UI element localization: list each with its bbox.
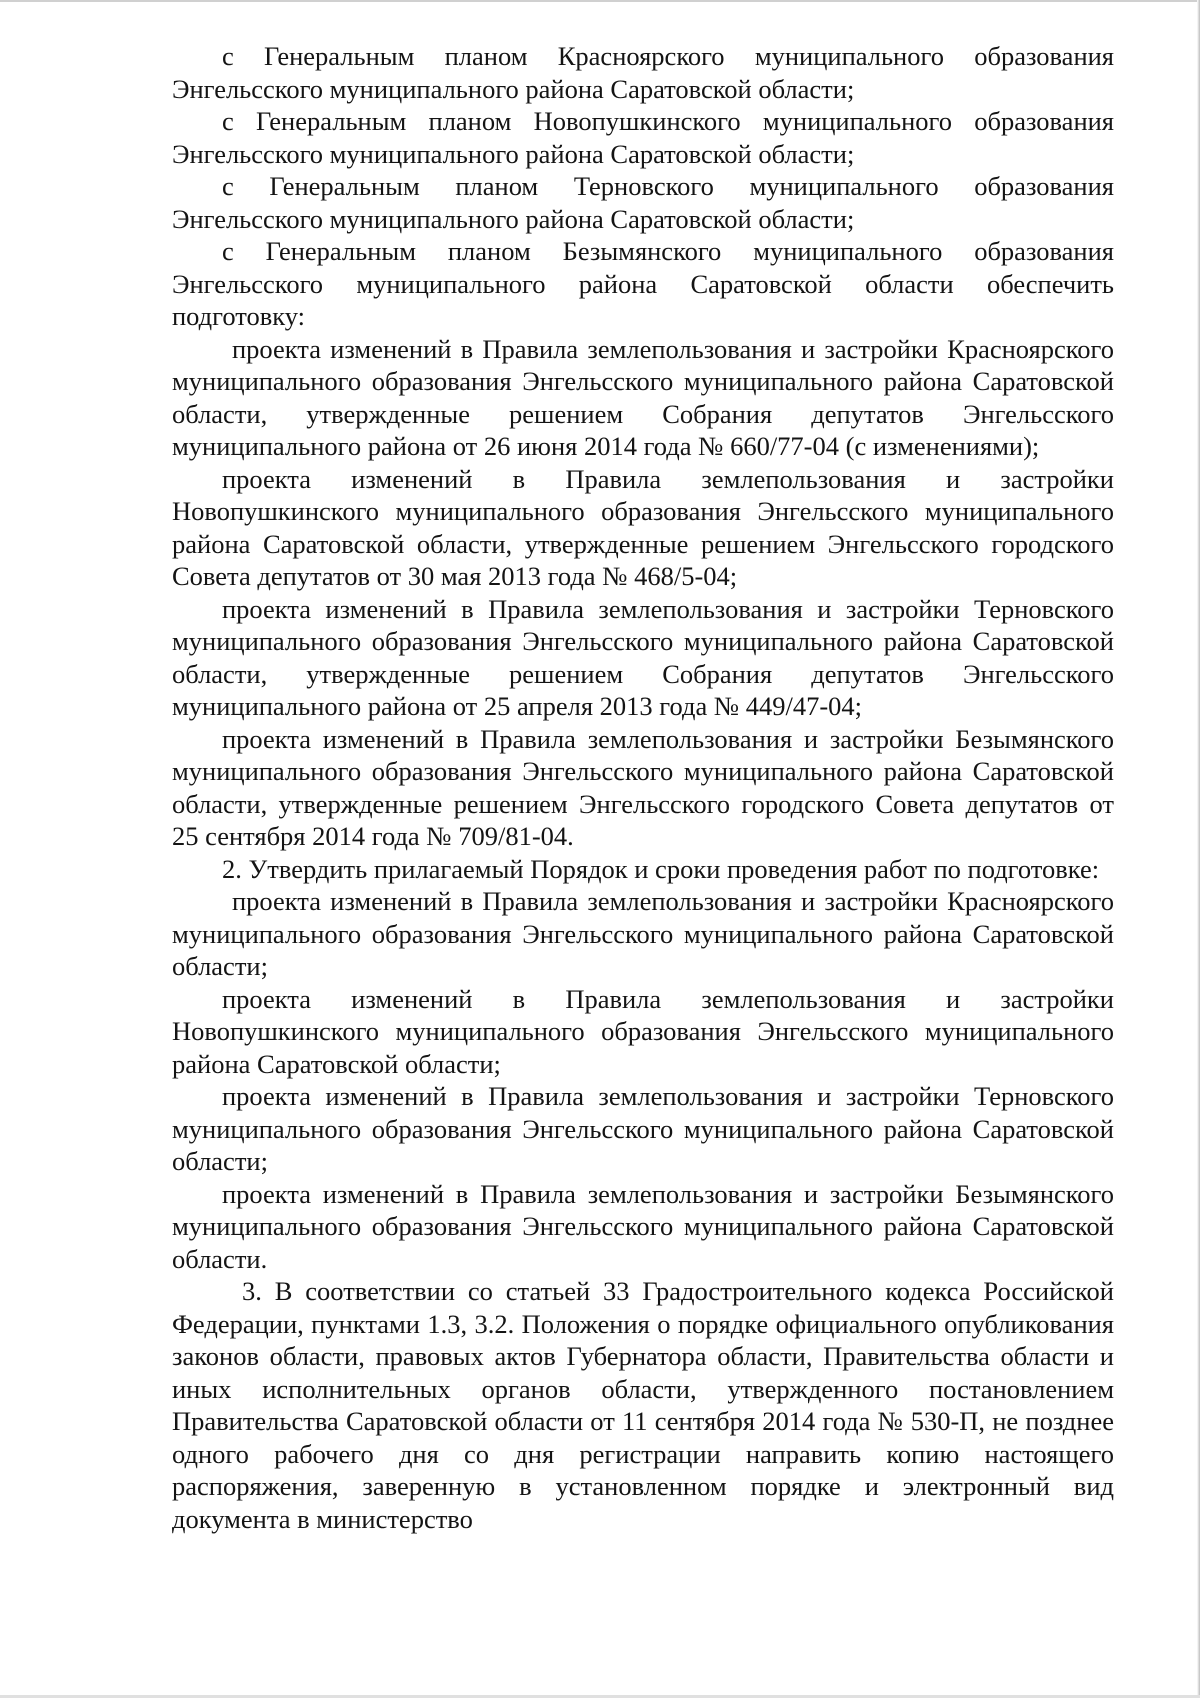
item-2-bezymyansky-paragraph: проекта изменений в Правила землепользования и застройки Безымянского муниципального образования Энгельсского муниципального района Саратовской области. <box>172 1178 1114 1274</box>
project-bezymyansky-paragraph: проекта изменений в Правила землепользования и застройки Безымянского муниципального образования Энгельсского муниципального района Саратовской области, утвержденные решением Энгельсского городского Совета депутатов от 25 сентября 2014 года № 709/81-04. <box>172 723 1114 851</box>
scan-edge-top <box>0 0 1200 2</box>
project-ternovsky-paragraph: проекта изменений в Правила землепользования и застройки Терновского муниципального образования Энгельсского муниципального района Саратовской области, утвержденные решением Собрания депутатов Энгельсского муниципального района от 25 апреля 2013 года № 449/47-04; <box>172 593 1114 721</box>
genplan-ternovsky-paragraph: с Генеральным планом Терновского муниципального образования Энгельсского муниципального района Саратовской области; <box>172 171 1114 234</box>
genplan-krasnoyarsky-paragraph: с Генеральным планом Красноярского муниципального образования Энгельсского муниципального района Саратовской области; <box>172 41 1114 104</box>
item-2-paragraph: 2. Утвердить прилагаемый Порядок и сроки проведения работ по подготовке: <box>222 853 1100 884</box>
item-2-novopushkinsky-paragraph: проекта изменений в Правила землепользования и застройки Новопушкинского муниципального образования Энгельсского муниципального района Саратовской области; <box>172 983 1114 1079</box>
project-krasnoyarsky-paragraph: проекта изменений в Правила землепользования и застройки Красноярского муниципального образования Энгельсского муниципального района Саратовской области, утвержденные решением Собрания депутатов Энгельсского муниципального района от 26 июня 2014 года № 660/77-04 (с изменениями); <box>172 333 1114 461</box>
project-novopushkinsky-paragraph: проекта изменений в Правила землепользования и застройки Новопушкинского муниципального образования Энгельсского муниципального района Саратовской области, утвержденные решением Энгельсского городского Совета депутатов от 30 мая 2013 года № 468/5-04; <box>172 463 1114 591</box>
item-2-krasnoyarsky-paragraph: проекта изменений в Правила землепользования и застройки Красноярского муниципального образования Энгельсского муниципального района Саратовской области; <box>172 886 1114 981</box>
item-2-ternovsky-paragraph: проекта изменений в Правила землепользования и застройки Терновского муниципального образования Энгельсского муниципального района Саратовской области; <box>172 1081 1114 1176</box>
document-page <box>172 40 1114 1535</box>
item-3-paragraph: 3. В соответствии со статьей 33 Градостроительного кодекса Российской Федерации, пунктами 1.3, 3.2. Положения о порядке официального опубликования законов области, правовых актов Губернатора области, Правительства области и иных исполнительных органов области, утвержденного постановлением Правительства Саратовской области от 11 сентября 2014 года № 530-П, не позднее одного рабочего дня со дня регистрации направить копию настоящего распоряжения, заверенную в установленном порядке и электронный вид документа в министерство <box>172 1276 1114 1534</box>
genplan-bezymyansky-paragraph: с Генеральным планом Безымянского муниципального образования Энгельсского муниципального района Саратовской области обеспечить подготовку: <box>172 236 1114 331</box>
genplan-novopushkinsky-paragraph: с Генеральным планом Новопушкинского муниципального образования Энгельсского муниципального района Саратовской области; <box>172 106 1114 169</box>
